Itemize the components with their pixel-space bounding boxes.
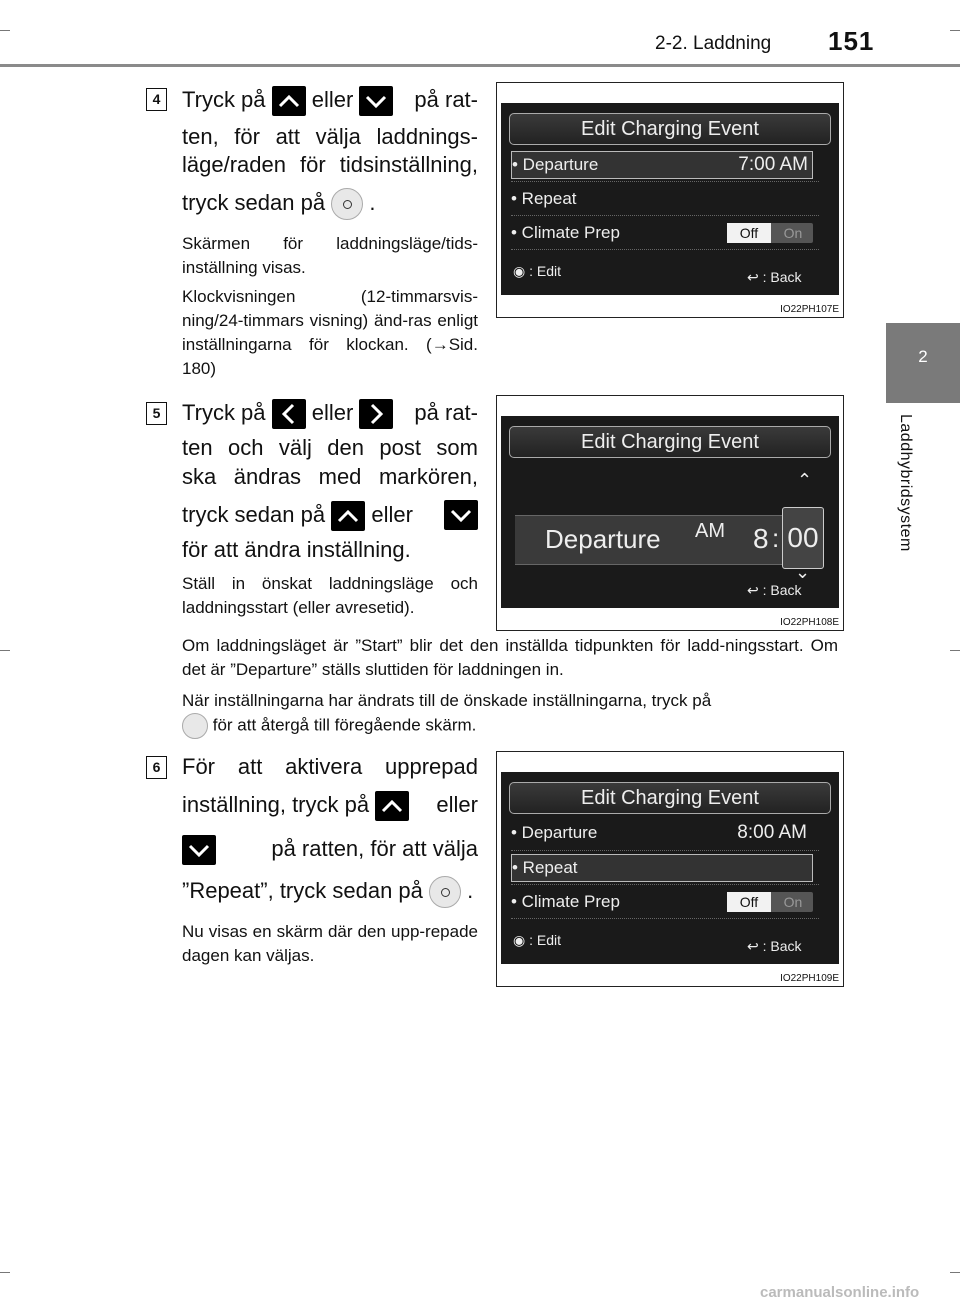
figure-code: IO22PH107E bbox=[780, 304, 839, 315]
climate-prep-row[interactable]: • Climate Prep bbox=[511, 223, 620, 242]
step-number-4: 4 bbox=[146, 88, 167, 111]
time-dial bbox=[515, 515, 799, 565]
toggle-off[interactable]: Off bbox=[727, 223, 771, 243]
up-chevron-icon bbox=[375, 791, 409, 821]
knob-icon: ◉ bbox=[513, 932, 526, 948]
step6-line2: inställning, tryck på eller bbox=[182, 790, 478, 821]
down-chevron-icon bbox=[444, 500, 478, 530]
step5-line5: för att ändra inställning. bbox=[182, 537, 411, 562]
screen-title: Edit Charging Event bbox=[509, 426, 831, 458]
step5-para2: När inställningarna har ändrats till de önskade inställningarna, tryck på för att återgå till föregående skärm. bbox=[182, 689, 838, 739]
ampm-value[interactable]: AM bbox=[695, 520, 725, 542]
row-divider bbox=[511, 181, 819, 182]
step6-line1: För att aktivera upprepad bbox=[182, 754, 478, 779]
figure-step6 bbox=[496, 751, 844, 987]
step-number-5: 5 bbox=[146, 402, 167, 425]
row-divider bbox=[511, 918, 819, 919]
step4-line4: tryck sedan på . bbox=[182, 188, 478, 220]
back-arrow-icon: ↩ bbox=[747, 269, 759, 285]
step4-line3: läge/raden för tidsinställning, bbox=[182, 152, 478, 177]
repeat-row[interactable]: • Repeat bbox=[511, 854, 813, 882]
departure-row[interactable]: • Departure 8:00 AM bbox=[511, 822, 807, 843]
up-chevron-icon bbox=[272, 86, 306, 116]
step6-line3: på ratten, för att välja bbox=[182, 834, 478, 865]
step5-line2: ten och välj den post som bbox=[182, 435, 478, 460]
edit-hint: ◉ : Edit bbox=[513, 932, 562, 948]
toggle-on[interactable]: On bbox=[783, 894, 803, 910]
down-chevron-icon bbox=[359, 86, 393, 116]
display-screen bbox=[501, 772, 839, 964]
figure-step4 bbox=[496, 82, 844, 318]
step4-note1: Skärmen för laddningsläge/tids-inställning visas. bbox=[182, 234, 478, 277]
minute-value[interactable]: 00 bbox=[782, 507, 824, 569]
departure-row[interactable]: • Departure 7:00 AM bbox=[511, 151, 813, 179]
dial-label: Departure bbox=[545, 524, 661, 554]
step4-note2: Klockvisningen (12-timmarsvis-ning/24-timmars visning) änd-ras enligt inställningarna för klockan. (→Sid. 180) bbox=[182, 287, 478, 378]
climate-toggle[interactable] bbox=[727, 892, 813, 912]
back-button-icon bbox=[182, 713, 208, 739]
step4-line2: ten, för att välja laddnings- bbox=[182, 124, 478, 149]
row-divider bbox=[511, 884, 819, 885]
screen-title: Edit Charging Event bbox=[509, 782, 831, 814]
row-divider bbox=[511, 215, 819, 216]
toggle-on[interactable]: On bbox=[783, 225, 803, 241]
step4-line1: Tryck på eller på rat- bbox=[182, 85, 478, 116]
down-chevron-icon bbox=[182, 835, 216, 865]
step5-note1: Ställ in önskat laddningsläge och laddningsstart (eller avresetid). bbox=[182, 574, 478, 617]
step6-line4: ”Repeat”, tryck sedan på . bbox=[182, 876, 478, 908]
climate-prep-row[interactable]: • Climate Prep bbox=[511, 892, 620, 911]
figure-step5 bbox=[496, 395, 844, 631]
edit-hint: ◉ : Edit bbox=[513, 263, 562, 279]
select-knob-icon bbox=[429, 876, 461, 908]
back-hint: ↩ : Back bbox=[747, 269, 802, 285]
back-arrow-icon: ↩ bbox=[747, 938, 759, 954]
back-arrow-icon: ↩ bbox=[747, 582, 759, 598]
step5-line4: tryck sedan på eller bbox=[182, 500, 478, 531]
increase-arrow-icon[interactable]: ⌃ bbox=[797, 470, 813, 490]
header-rule bbox=[0, 64, 960, 67]
figure-code: IO22PH109E bbox=[780, 973, 839, 984]
screen-title: Edit Charging Event bbox=[509, 113, 831, 145]
knob-icon: ◉ bbox=[513, 263, 526, 279]
row-divider bbox=[511, 249, 819, 250]
back-hint: ↩ : Back bbox=[747, 582, 802, 598]
chapter-tab[interactable]: 2 bbox=[886, 323, 960, 403]
climate-toggle[interactable] bbox=[727, 223, 813, 243]
display-screen bbox=[501, 416, 839, 608]
hour-value[interactable]: 8 bbox=[753, 523, 769, 554]
section-title: 2-2. Laddning bbox=[655, 33, 772, 54]
step6-note1: Nu visas en skärm där den upp-repade dagen kan väljas. bbox=[182, 922, 478, 965]
display-screen bbox=[501, 103, 839, 295]
step-number-6: 6 bbox=[146, 756, 167, 779]
watermark-credit[interactable]: carmanualsonline.info bbox=[760, 1284, 920, 1301]
back-hint: ↩ : Back bbox=[747, 938, 802, 954]
toggle-off[interactable]: Off bbox=[727, 892, 771, 912]
step5-line3: ska ändras med markören, bbox=[182, 464, 478, 489]
decrease-arrow-icon[interactable]: ⌄ bbox=[795, 562, 811, 582]
step5-para1: Om laddningsläget är ”Start” blir det den inställda tidpunkten för ladd-ningsstart. Om det är ”Departure” ställs sluttiden för laddningen in. bbox=[182, 636, 838, 679]
page-number: 151 bbox=[828, 26, 875, 56]
chapter-label: Laddhybridsystem bbox=[897, 414, 914, 552]
up-chevron-icon bbox=[331, 501, 365, 531]
right-chevron-icon bbox=[359, 399, 393, 429]
left-chevron-icon bbox=[272, 399, 306, 429]
step5-line1: Tryck på eller på rat- bbox=[182, 398, 478, 429]
repeat-row[interactable]: • Repeat bbox=[511, 189, 577, 208]
select-knob-icon bbox=[331, 188, 363, 220]
time-colon: : bbox=[772, 523, 780, 553]
row-divider bbox=[511, 850, 819, 851]
figure-code: IO22PH108E bbox=[780, 617, 839, 628]
